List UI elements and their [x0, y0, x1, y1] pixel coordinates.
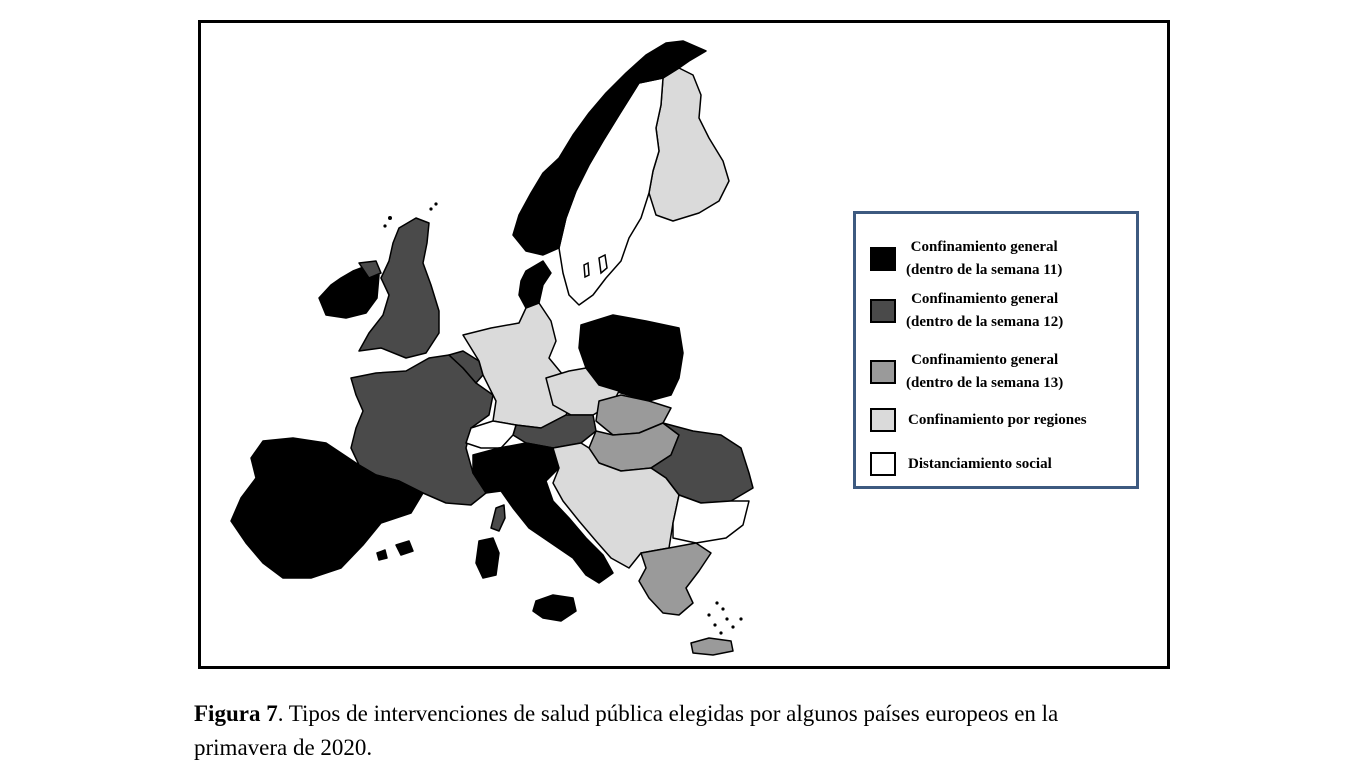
region-bulgaria: [673, 495, 749, 543]
island-oland: [584, 263, 589, 277]
region-sardinia: [476, 538, 499, 578]
legend-label-week11: Confinamiento general (dentro de la semana 11): [906, 239, 1063, 278]
region-corsica: [491, 505, 505, 531]
region-greece: [639, 543, 711, 615]
legend-item-regional: [870, 408, 1130, 432]
legend-item-week12: [870, 288, 1130, 334]
region-balearics: [396, 541, 413, 555]
region-crete: [691, 638, 733, 655]
swatch-regional: [870, 408, 896, 432]
legend-label-regional: Confinamiento por regiones: [908, 411, 1087, 428]
region-balearics-small: [377, 550, 387, 560]
region-sicily: [533, 595, 576, 621]
swatch-social-distancing: [870, 452, 896, 476]
legend-label-week13: Confinamiento general (dentro de la semana 13): [906, 352, 1064, 391]
legend-label-social-distancing: Distanciamiento social: [908, 455, 1052, 472]
legend-label-week12: Confinamiento general (dentro de la semana 12): [906, 291, 1064, 330]
swatch-week13: [870, 360, 896, 384]
map-frame: [198, 20, 1170, 669]
swatch-week12: [870, 299, 896, 323]
legend-item-social-distancing: [870, 452, 1130, 476]
swatch-week11: [870, 247, 896, 271]
legend-item-week11: [870, 236, 1130, 282]
region-denmark: [519, 261, 551, 308]
figure-label: Figura 7: [194, 701, 278, 726]
legend-item-week13: [870, 349, 1130, 395]
legend: [853, 211, 1139, 489]
caption-text: . Tipos de intervenciones de salud pública elegidas por algunos países europeos en la primavera de 2020.: [194, 701, 1059, 760]
figure-caption: [194, 697, 1094, 765]
